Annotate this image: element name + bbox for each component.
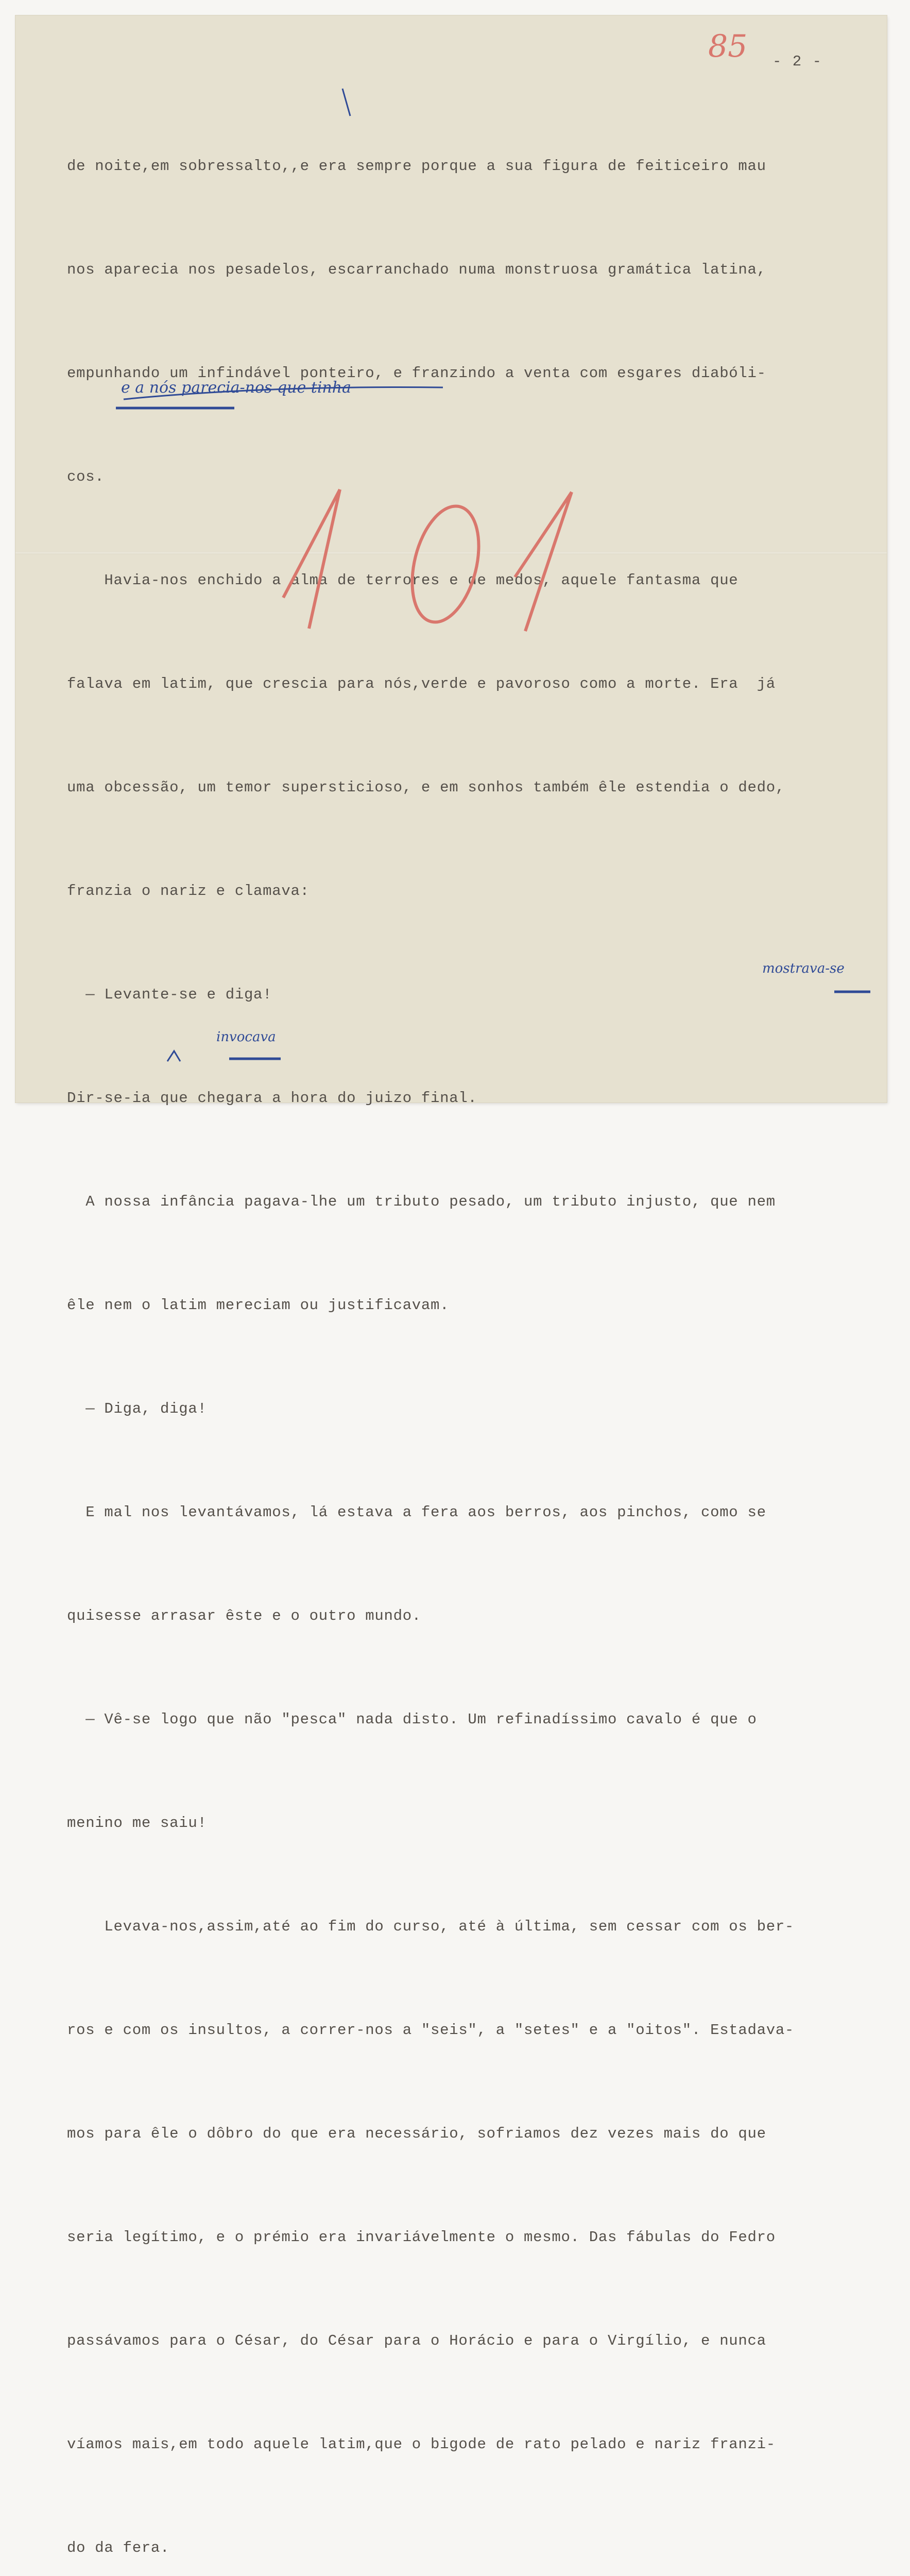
text-line: cos. xyxy=(67,468,105,485)
text-line: — Levante-se e diga! xyxy=(67,986,272,1003)
archive-page-number: 85 xyxy=(708,28,748,64)
text-line: seria legítimo, e o prémio era invariávelmente o mesmo. Das fábulas do Fedro xyxy=(67,2229,776,2246)
handwritten-insertion: e a nós parecia-nos que tinha xyxy=(121,379,351,397)
text-line: do da fera. xyxy=(67,2539,170,2556)
text-line: empunhando um infindável ponteiro, e franzindo a venta com esgares diabóli- xyxy=(67,365,766,382)
text-line: Dir-se-ia que chegara a hora do juizo final. xyxy=(67,1090,477,1107)
text-line: mos para êle o dôbro do que era necessário, sofriamos dez vezes mais do que xyxy=(67,2125,766,2142)
text-line: quisesse arrasar êste e o outro mundo. xyxy=(67,1607,421,1624)
page-number: - 2 - xyxy=(772,53,823,70)
text-line: Havia-nos enchido a alma de terrores e de medos, aquele fantasma que xyxy=(67,572,739,589)
text-line: A nossa infância pagava-lhe um tributo pesado, um tributo injusto, que nem xyxy=(67,1193,776,1210)
handwritten-insertion: mostrava-se xyxy=(762,961,845,976)
text-line: falava em latim, que crescia para nós,verde e pavoroso como a morte. Era já xyxy=(67,675,776,692)
text-line: nos aparecia nos pesadelos, escarranchado numa monstruosa gramática latina, xyxy=(67,261,766,278)
text-line: víamos mais,em todo aquele latim,que o bigode de rato pelado e nariz franzi- xyxy=(67,2436,776,2453)
text-line: — Vê-se logo que não "pesca" nada disto. Um refinadíssimo cavalo é que o xyxy=(67,1711,757,1728)
handwritten-insertion: invocava xyxy=(216,1029,276,1045)
text-line: — Diga, diga! xyxy=(67,1400,207,1417)
text-line: Levava-nos,assim,até ao fim do curso, até à última, sem cessar com os ber- xyxy=(67,1918,795,1935)
text-line: E mal nos levantávamos, lá estava a fera aos berros, aos pinchos, como se xyxy=(67,1504,766,1521)
text-line: franzia o nariz e clamava: xyxy=(67,883,310,900)
text-line: de noite,em sobressalto,,e era sempre porque a sua figura de feiticeiro mau xyxy=(67,158,766,175)
text-line: menino me saiu! xyxy=(67,1815,207,1832)
text-line: ros e com os insultos, a correr-nos a "seis", a "setes" e a "oitos". Estadava- xyxy=(67,2022,795,2039)
text-line: passávamos para o César, do César para o Horácio e para o Virgílio, e nunca xyxy=(67,2332,766,2349)
red-stamp-number xyxy=(268,479,680,634)
text-line: uma obcessão, um temor supersticioso, e em sonhos também êle estendia o dedo, xyxy=(67,779,785,796)
typed-text-body xyxy=(67,80,870,2576)
text-line: êle nem o latim mereciam ou justificavam. xyxy=(67,1297,450,1314)
